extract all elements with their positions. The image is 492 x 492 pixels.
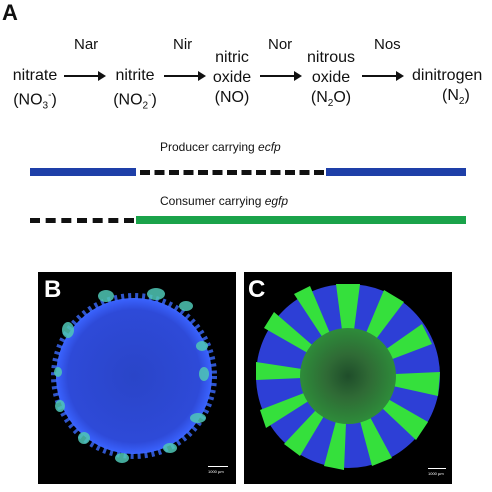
consumer-label: Consumer carrying egfp xyxy=(160,194,289,208)
compound-formula: $(N_2)$ xyxy=(442,87,470,108)
producer-bar-segment-2 xyxy=(326,168,466,176)
producer-dashed-segment xyxy=(140,170,324,175)
compound-formula: $(NO_2^-)$ xyxy=(113,90,157,112)
compound-formula: (NO) xyxy=(214,89,250,106)
consumer-bar xyxy=(136,216,466,224)
reaction-arrow-4 xyxy=(362,75,402,77)
enzyme-nir: Nir xyxy=(173,36,193,53)
panel-c-micrograph xyxy=(244,272,452,484)
compound-nitrous-oxide xyxy=(300,48,362,114)
scale-bar-c xyxy=(428,468,446,469)
panel-b-micrograph xyxy=(38,272,236,484)
scale-bar-b xyxy=(208,466,228,467)
compound-name: nitrate xyxy=(12,67,58,84)
compound-name-line1: nitric xyxy=(215,49,249,66)
compound-formula: $(NO_3^-)$ xyxy=(13,90,57,112)
reaction-arrow-3 xyxy=(260,75,300,77)
compound-dinitrogen xyxy=(412,66,492,112)
scale-bar-c-label: 1000 µm xyxy=(428,471,444,476)
reaction-arrow-1 xyxy=(64,75,104,77)
compound-name: nitrite xyxy=(115,67,155,84)
compound-nitrite xyxy=(104,66,166,117)
compound-nitric-oxide xyxy=(206,48,258,108)
producer-label: Producer carrying ecfp xyxy=(160,140,281,154)
colony-c-image xyxy=(244,272,452,484)
compound-nitrate xyxy=(4,66,66,117)
enzyme-nor: Nor xyxy=(268,36,293,53)
reaction-arrow-2 xyxy=(164,75,204,77)
enzyme-nar: Nar xyxy=(74,36,99,53)
panel-c-letter: C xyxy=(248,276,266,303)
panel-a-letter: A xyxy=(2,0,18,25)
compound-formula: $(N_2O)$ xyxy=(310,89,352,110)
panel-b-letter: B xyxy=(44,276,62,303)
scale-bar-b-label: 1000 µm xyxy=(208,469,224,474)
compound-name: dinitrogen xyxy=(412,67,483,84)
compound-name-line2: oxide xyxy=(311,69,351,86)
compound-name-line2: oxide xyxy=(212,69,252,86)
compound-name-line1: nitrous xyxy=(306,49,356,66)
consumer-dashed-segment xyxy=(30,218,134,223)
producer-bar-segment-1 xyxy=(30,168,136,176)
enzyme-nos: Nos xyxy=(374,36,401,53)
colony-b-image xyxy=(38,272,236,484)
